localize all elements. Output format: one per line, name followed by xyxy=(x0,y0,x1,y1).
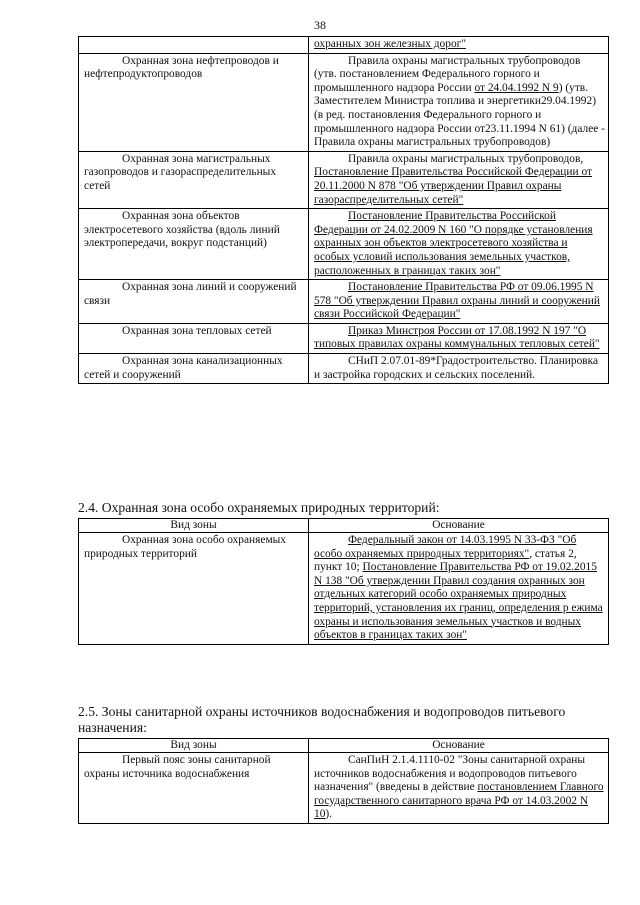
basis-text: ). xyxy=(325,808,333,821)
basis-cell xyxy=(309,533,609,645)
document-link[interactable]: Приказ Минстроя России от 17.08.1992 N 197 "О типовых правилах охраны коммунальных тепловых сетей" xyxy=(314,324,600,351)
basis-cell xyxy=(309,323,609,353)
zone-type-cell xyxy=(79,209,309,280)
basis-cell xyxy=(309,354,609,384)
document-link[interactable]: Постановление Правительства РФ от 09.06.1995 N 578 "Об утверждении Правил охраны линий и сооружений связи Российской Федерации" xyxy=(314,281,600,321)
basis-cell xyxy=(309,209,609,280)
zone-type-cell xyxy=(79,53,309,151)
table-row xyxy=(79,280,609,324)
table-header-row xyxy=(79,519,609,533)
basis-text: Правила охраны магистральных трубопроводов (утв. постановлением Федерального горного и промышленного надзора России xyxy=(314,54,581,94)
zone-type-text: Охранная зона канализационных сетей и сооружений xyxy=(84,355,283,381)
document-link[interactable]: постановлением Главного государственного санитарного врача РФ от 14.03.2002 N 10 xyxy=(314,781,604,821)
basis-cell xyxy=(309,151,609,208)
zone-type-text: Охранная зона объектов электросетевого хозяйства (вдоль линий электропередачи, вокруг подстанций) xyxy=(84,210,280,250)
zone-type-text: Охранная зона линий и сооружений связи xyxy=(84,281,297,307)
document-link[interactable]: Постановление Правительства РФ от 19.02.2015 N 138 "Об утверждении Правил создания охранных зон отдельных категорий особо охраняемых природных территорий, установления их границ, определения р ежима охраны и использования земельных участков и водных объектов в границах таких зон" xyxy=(314,561,603,642)
zone-type-cell xyxy=(79,354,309,384)
table-row xyxy=(79,209,609,280)
protection-zones-table xyxy=(78,36,609,384)
basis-cell xyxy=(309,753,609,824)
zone-type-text: Охранная зона нефтепроводов и нефтепродуктопроводов xyxy=(84,54,279,81)
zone-type-text: Первый пояс зоны санитарной охраны источника водоснабжения xyxy=(84,754,271,780)
document-link[interactable]: Постановление Правительства Российской Федерации от 20.11.2000 N 878 "Об утверждении Правил охраны газораспределительных сетей" xyxy=(314,166,592,206)
natural-territories-table xyxy=(78,518,609,645)
zone-type-text: Охранная зона тепловых сетей xyxy=(122,324,272,337)
basis-cell xyxy=(309,53,609,151)
column-header-basis: Основание xyxy=(309,739,609,753)
sanitary-zones-table xyxy=(78,738,609,824)
table-row xyxy=(79,151,609,208)
basis-text: ) (утв. Заместителем Министра топлива и энергетики29.04.1992) (в ред. постановления Федерального горного и промышленного надзора России от23.11.1994 N 61) (далее - Правила охраны магистральных трубопроводов) xyxy=(314,81,605,149)
table-row xyxy=(79,354,609,384)
document-link[interactable]: охранных зон железных дорог" xyxy=(314,38,466,50)
section-2-5-heading: 2.5. Зоны санитарной охраны источников водоснабжения и водопроводов питьевого назначения: xyxy=(78,704,566,735)
basis-text: Правила охраны магистральных трубопроводов, xyxy=(348,152,584,165)
zone-type-cell xyxy=(79,37,309,54)
zone-type-cell xyxy=(79,753,309,824)
table-row xyxy=(79,753,609,824)
section-2-4-heading: 2.4. Охранная зона особо охраняемых природных территорий: xyxy=(78,500,440,515)
basis-cell xyxy=(309,280,609,324)
zone-type-text: Охранная зона особо охраняемых природных территорий xyxy=(84,534,287,560)
table-header-row xyxy=(79,739,609,753)
table-row xyxy=(79,533,609,645)
page-number: 38 xyxy=(314,18,326,32)
zone-type-cell xyxy=(79,280,309,324)
table-row xyxy=(79,37,609,54)
basis-cell xyxy=(309,37,609,54)
table-row xyxy=(79,53,609,151)
zone-type-cell xyxy=(79,323,309,353)
zone-type-text: Охранная зона магистральных газопроводов и газораспределительных сетей xyxy=(84,152,277,192)
column-header-zone-type: Вид зоны xyxy=(79,739,309,753)
document-link[interactable]: Постановление Правительства Российской Федерации от 24.02.2009 N 160 "О порядке установления охранных зон объектов электросетевого хозяйства и особых условий использования земельных участков, расположенных в границах таких зон" xyxy=(314,210,593,277)
table-row xyxy=(79,323,609,353)
document-link[interactable]: Федеральный закон от 14.03.1995 N 33-ФЗ "Об особо охраняемых природных территориях" xyxy=(314,534,577,560)
column-header-basis: Основание xyxy=(309,519,609,533)
zone-type-cell xyxy=(79,533,309,645)
document-link[interactable]: от 24.04.1992 N 9 xyxy=(474,81,559,94)
column-header-zone-type: Вид зоны xyxy=(79,519,309,533)
zone-type-cell xyxy=(79,151,309,208)
basis-text: СНиП 2.07.01-89*Градостроительство. Планировка и застройка городских и сельских поселений. xyxy=(314,355,599,381)
basis-text: СанПиН 2.1.4.1110-02 "Зоны санитарной охраны источников водоснабжения и водопроводов питьевого назначения" (введены в действие xyxy=(314,754,586,794)
basis-text: , статья 2, пункт 10; xyxy=(314,547,577,574)
